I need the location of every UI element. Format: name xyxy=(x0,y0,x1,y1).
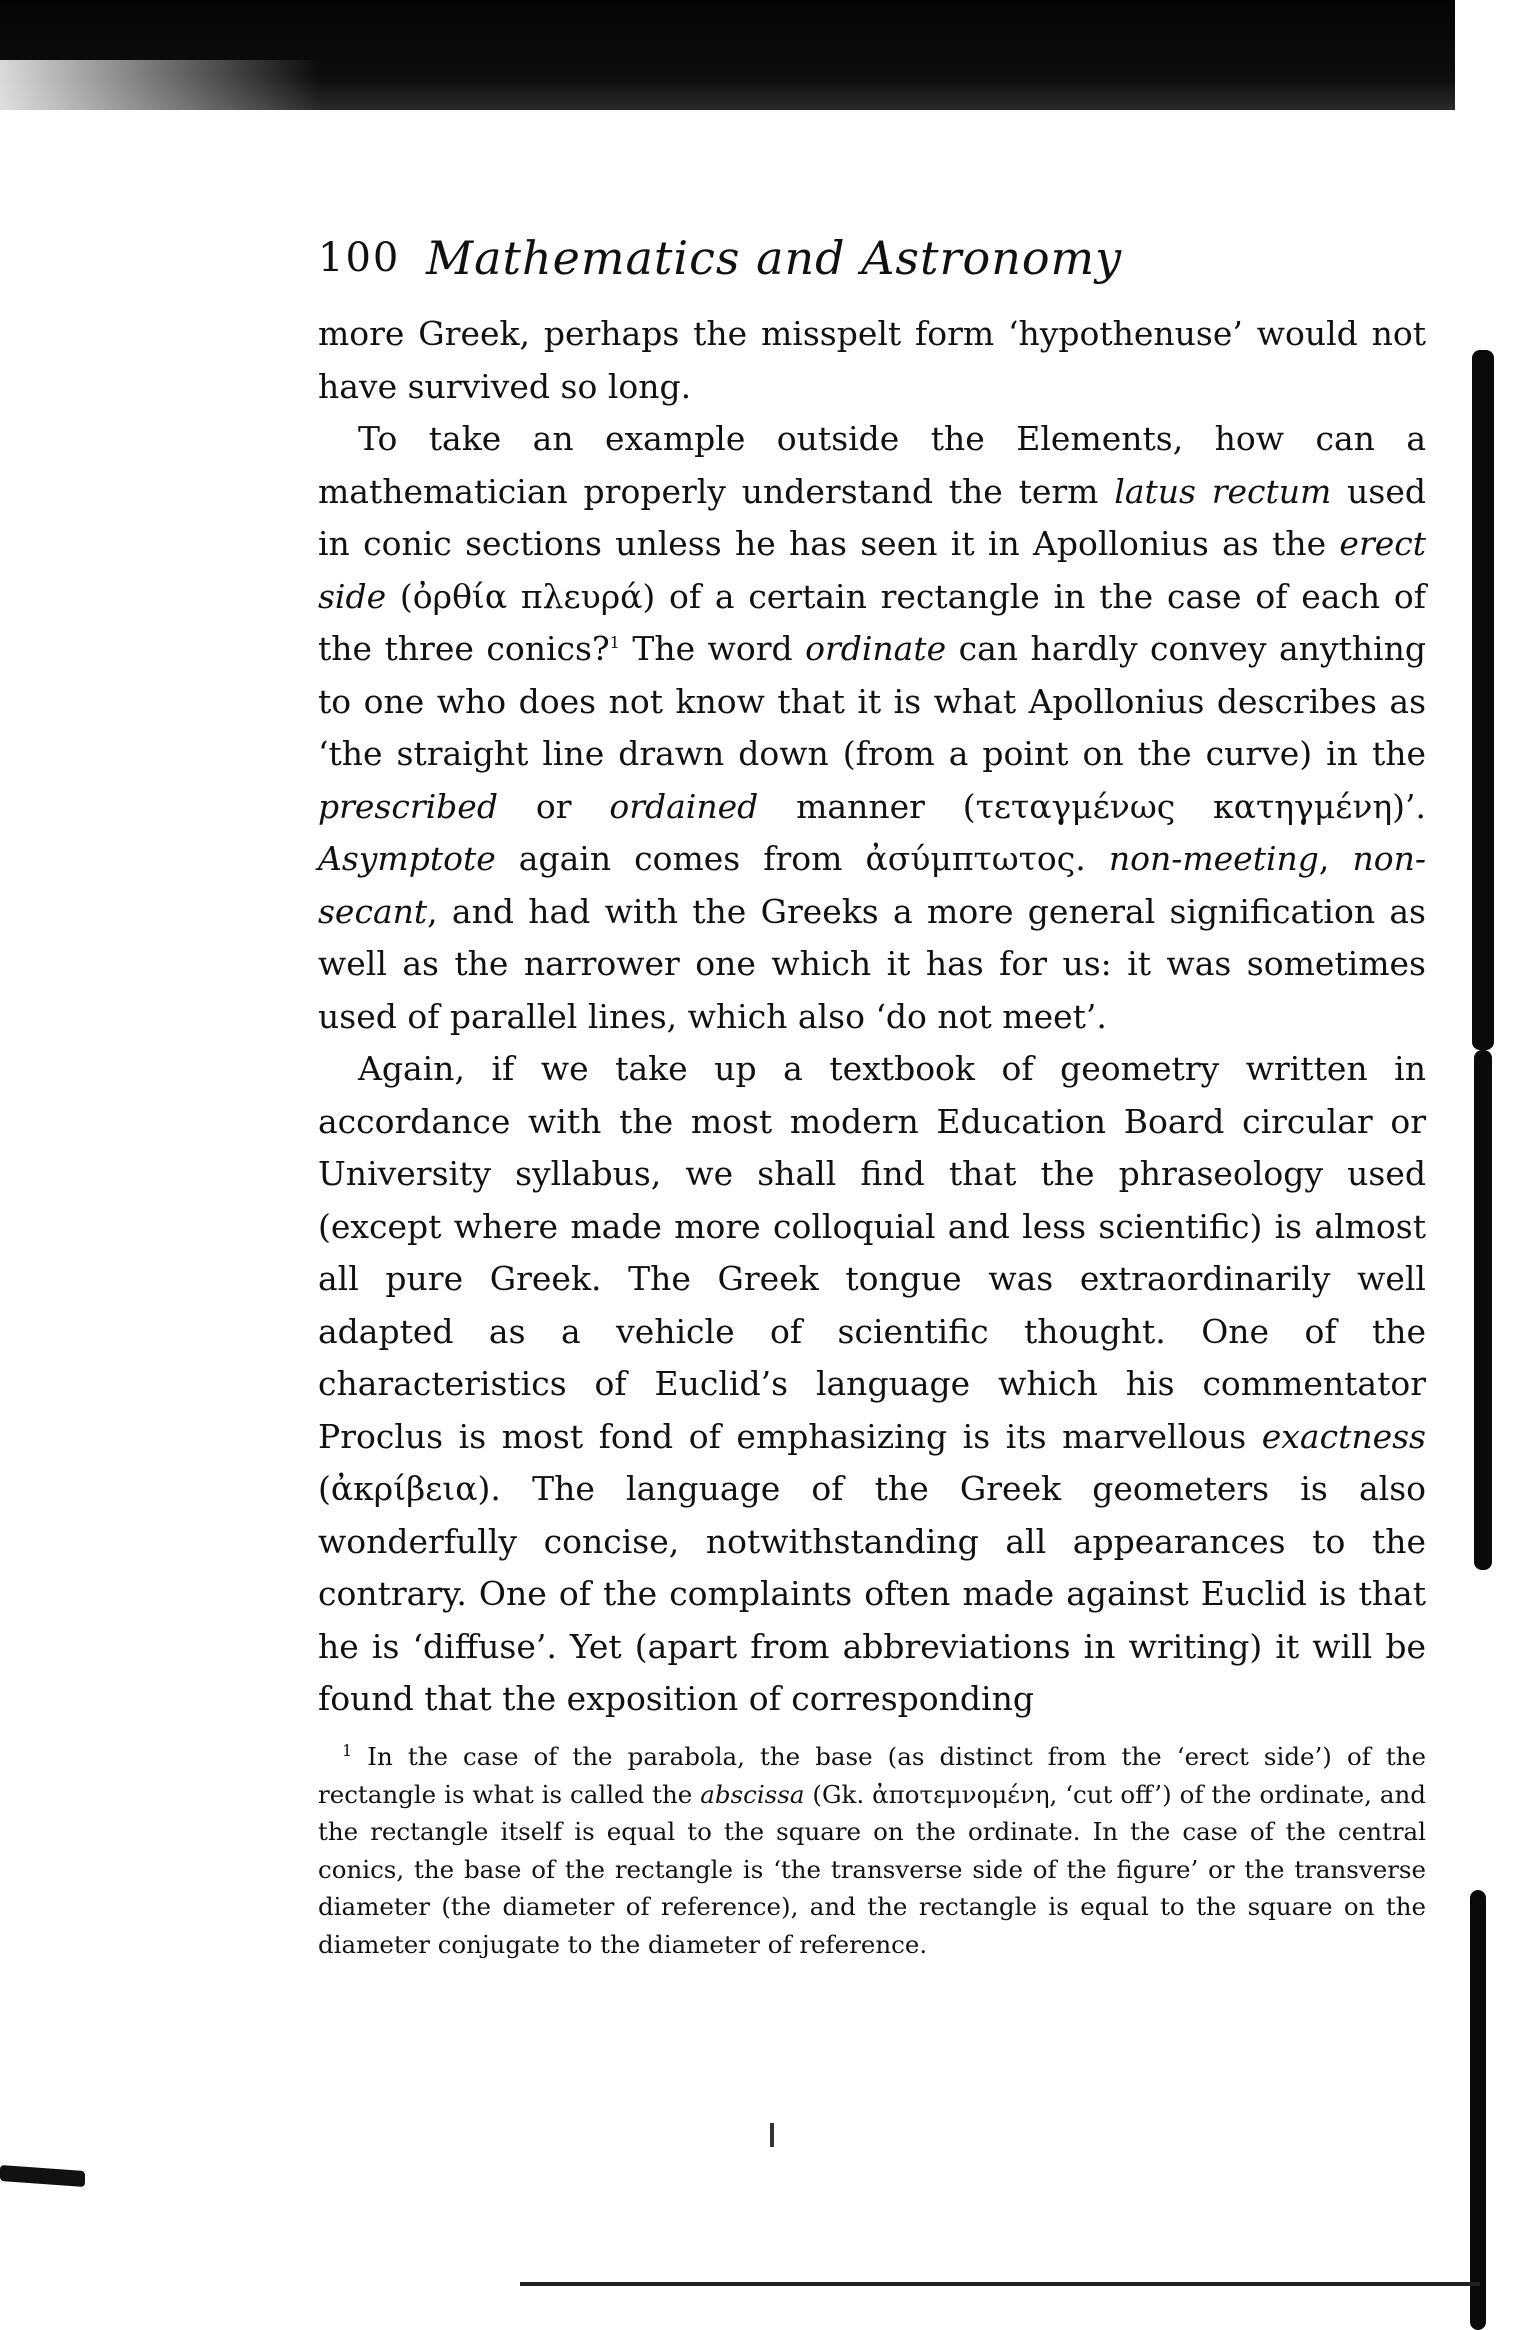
paragraph-text: manner (τεταγμένως κατηγμένη)’. xyxy=(758,786,1427,826)
scan-right-shadow xyxy=(1470,1890,1486,2330)
footnote-reference: 1 xyxy=(609,633,620,652)
italic-term: erect side xyxy=(318,524,1426,616)
footnote-paragraph xyxy=(318,1738,1426,1963)
italic-term: exactness xyxy=(1261,1416,1426,1456)
paragraph-text: To take an example outside the Elements, how can a mathematician properly understand the term xyxy=(318,419,1426,511)
italic-term: abscissa xyxy=(700,1779,805,1809)
italic-term: Asymptote xyxy=(318,839,496,878)
scan-right-shadow xyxy=(1472,350,1494,1050)
page-number: 100 xyxy=(318,235,401,281)
body-text xyxy=(318,308,1426,1726)
paragraph-2 xyxy=(318,413,1426,1043)
paragraph-text: again comes from ἀσύμπτωτος. xyxy=(495,839,1109,878)
paragraph-text: , xyxy=(1318,839,1353,878)
paragraph-text: more Greek, perhaps the misspelt form ‘hypothenuse’ would not have survived so long. xyxy=(318,314,1426,406)
paragraph-3 xyxy=(318,1043,1426,1726)
paragraph-1 xyxy=(318,308,1426,413)
paragraph-text: , and had with the Greeks a more general signification as well as the narrower one which it has for us: it was sometimes used of parallel lines, which also ‘do not meet’. xyxy=(318,891,1426,1036)
scan-bottom-edge xyxy=(520,2282,1480,2286)
scan-top-fade xyxy=(0,60,320,110)
paragraph-text: can hardly convey anything to one who does not know that it is what Apollonius describes as ‘the straight line drawn down (from a point on the curve) in the xyxy=(318,629,1426,773)
paragraph-text: or xyxy=(497,786,610,826)
italic-term: ordained xyxy=(609,786,759,826)
paragraph-text: used in conic sections unless he has seen it in Apollonius as the xyxy=(318,471,1426,563)
paragraph-text: (ὀρθία πλευρά) of a certain rectangle in the case of each of the three conics? xyxy=(318,576,1426,668)
italic-term: non-secant xyxy=(318,839,1426,931)
paragraph-text: The word xyxy=(619,629,806,668)
italic-term: latus rectum xyxy=(1114,471,1332,511)
scan-right-shadow xyxy=(1474,1050,1492,1570)
footnote-marker: 1 xyxy=(342,1740,353,1760)
italic-term: ordinate xyxy=(805,629,947,668)
page-header xyxy=(318,228,1418,288)
paragraph-text: (ἀκρίβεια). The language of the Greek geometers is also wonderfully concise, notwithstanding all appearances to the contrary. One of the complaints often made against Euclid is that he is ‘diffuse’. Yet (apart from abbreviations in writing) it will be found that the exposition of corresponding xyxy=(318,1469,1426,1718)
footnote-text: In the case of the parabola, the base (as distinct from the ‘erect side’) of the rectangle is what is called the xyxy=(318,1742,1426,1809)
scan-left-mark xyxy=(0,2165,85,2187)
scan-speck xyxy=(770,2123,774,2147)
paragraph-text: Again, if we take up a textbook of geometry written in accordance with the most modern Education Board circular or University syllabus, we shall find that the phraseology used (except where made more colloquial and less scientific) is almost all pure Greek. The Greek tongue was extraordinarily well adapted as a vehicle of scientific thought. One of the characteristics of Euclid’s language which his commentator Proclus is most fond of emphasizing is its marvellous xyxy=(318,1049,1426,1456)
footnote-text: (Gk. ἀποτεμνομένη, ‘cut off’) of the ordinate, and the rectangle itself is equal to the square on the ordinate. In the case of the central conics, the base of the rectangle is ‘the transverse side of the figure’ or the transverse diameter (the diameter of reference), and the rectangle is equal to the square on the diameter conjugate to the diameter of reference. xyxy=(318,1779,1426,1959)
italic-term: prescribed xyxy=(318,786,498,826)
running-head: Mathematics and Astronomy xyxy=(426,231,1123,285)
italic-term: non-meeting xyxy=(1108,839,1319,878)
footnote xyxy=(318,1738,1426,1963)
